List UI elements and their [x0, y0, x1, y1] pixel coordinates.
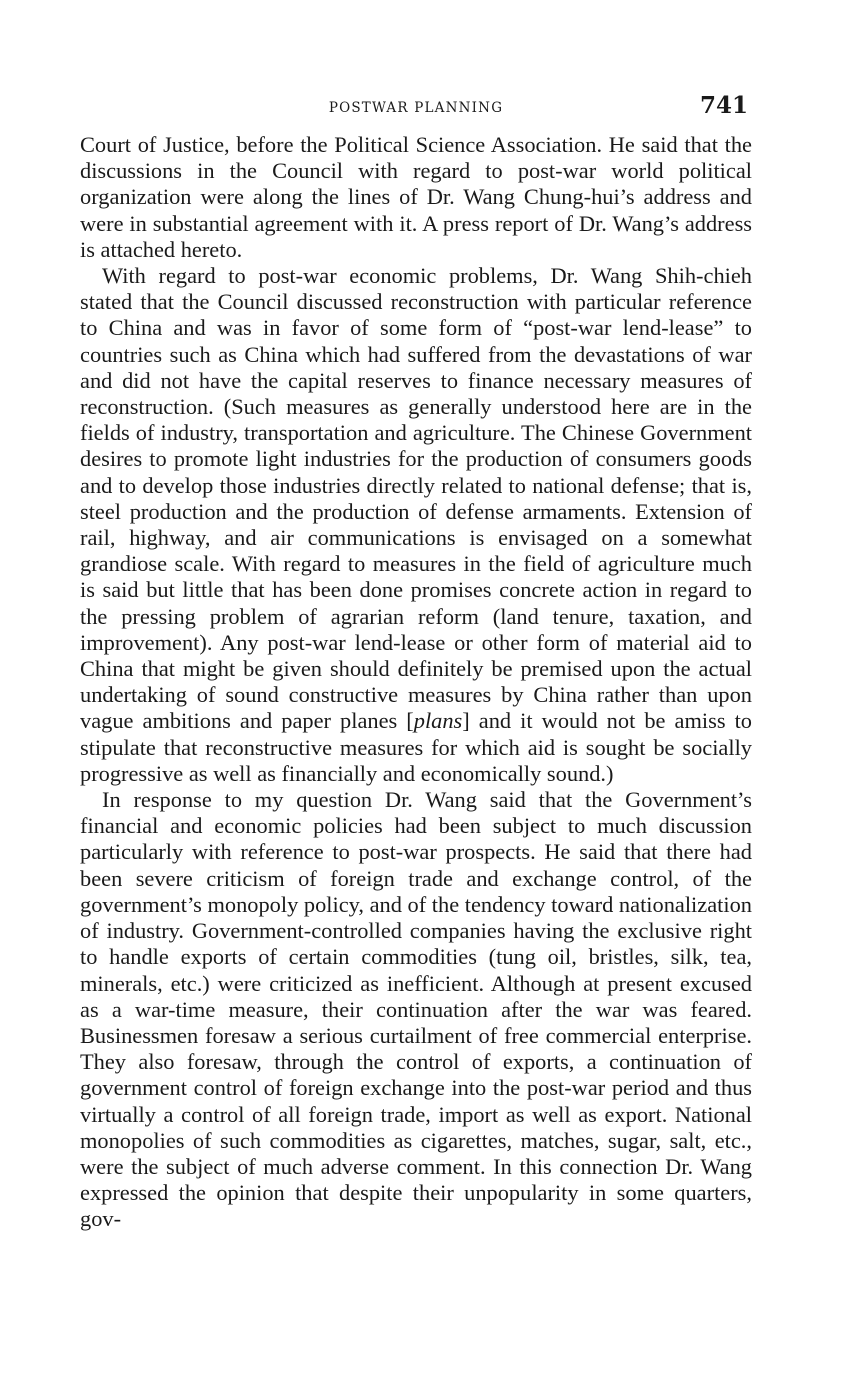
- running-head: [80, 92, 752, 126]
- paragraph-2-after: ] and it would not be amiss to stipulate that reconstructive measures for which aid is sought be socially progressive as well as financially and economically sound.): [80, 708, 752, 786]
- paragraph-1: Court of Justice, before the Political Science Association. He said that the discussions in the Council with regard to post-war world political organization were along the lines of Dr. Wang Chung-hui’s address and were in substantial agreement with it. A press report of Dr. Wang’s address is attached hereto.: [80, 132, 752, 262]
- running-title: POSTWAR PLANNING: [328, 100, 504, 116]
- page-number: 741: [699, 92, 748, 119]
- document-page: [80, 92, 752, 1233]
- paragraph-2-before: With regard to post-war economic problems, Dr. Wang Shih-chieh stated that the Council discussed reconstruction with particular reference to China and was in favor of some form of “post-war lend-lease” to countries such as China which had suffered from the devastations of war and did not have the capital reserves to finance necessary measures of reconstruction. (Such measures as generally understood here are in the fields of industry, transportation and agriculture. The Chinese Government desires to promote light industries for the production of consumers goods and to develop those industries directly related to national defense; that is, steel production and the production of defense armaments. Extension of rail, highway, and air communications is envisaged on a somewhat grandiose scale. With regard to measures in the field of agriculture much is said but little that has been done promises concrete action in regard to the pressing problem of agrarian reform (land tenure, taxation, and improvement). Any post-war lend-lease or other form of material aid to China that might be given should definitely be premised upon the actual undertaking of sound constructive measures by China rather than upon vague ambitions and paper planes [: [80, 263, 752, 734]
- paragraph-2-italic-word: plans: [413, 708, 463, 734]
- paragraph-2: [80, 263, 752, 787]
- body-text: [80, 132, 752, 1233]
- paragraph-3: In response to my question Dr. Wang said that the Government’s financial and economic policies had been subject to much discussion particularly with reference to post-war prospects. He said that there had been severe criticism of foreign trade and exchange control, of the government’s monopoly policy, and of the tendency toward nationalization of industry. Government-controlled companies having the exclusive right to handle exports of certain commodities (tung oil, bristles, silk, tea, minerals, etc.) were criticized as inefficient. Although at present excused as a war-time measure, their continuation after the war was feared. Businessmen foresaw a serious curtailment of free commercial enterprise. They also foresaw, through the control of exports, a continuation of government control of foreign exchange into the post-war period and thus virtually a control of all foreign trade, import as well as export. National monopolies of such commodities as cigarettes, matches, sugar, salt, etc., were the subject of much adverse comment. In this connection Dr. Wang expressed the opinion that despite their unpopularity in some quarters, gov-: [80, 787, 752, 1232]
